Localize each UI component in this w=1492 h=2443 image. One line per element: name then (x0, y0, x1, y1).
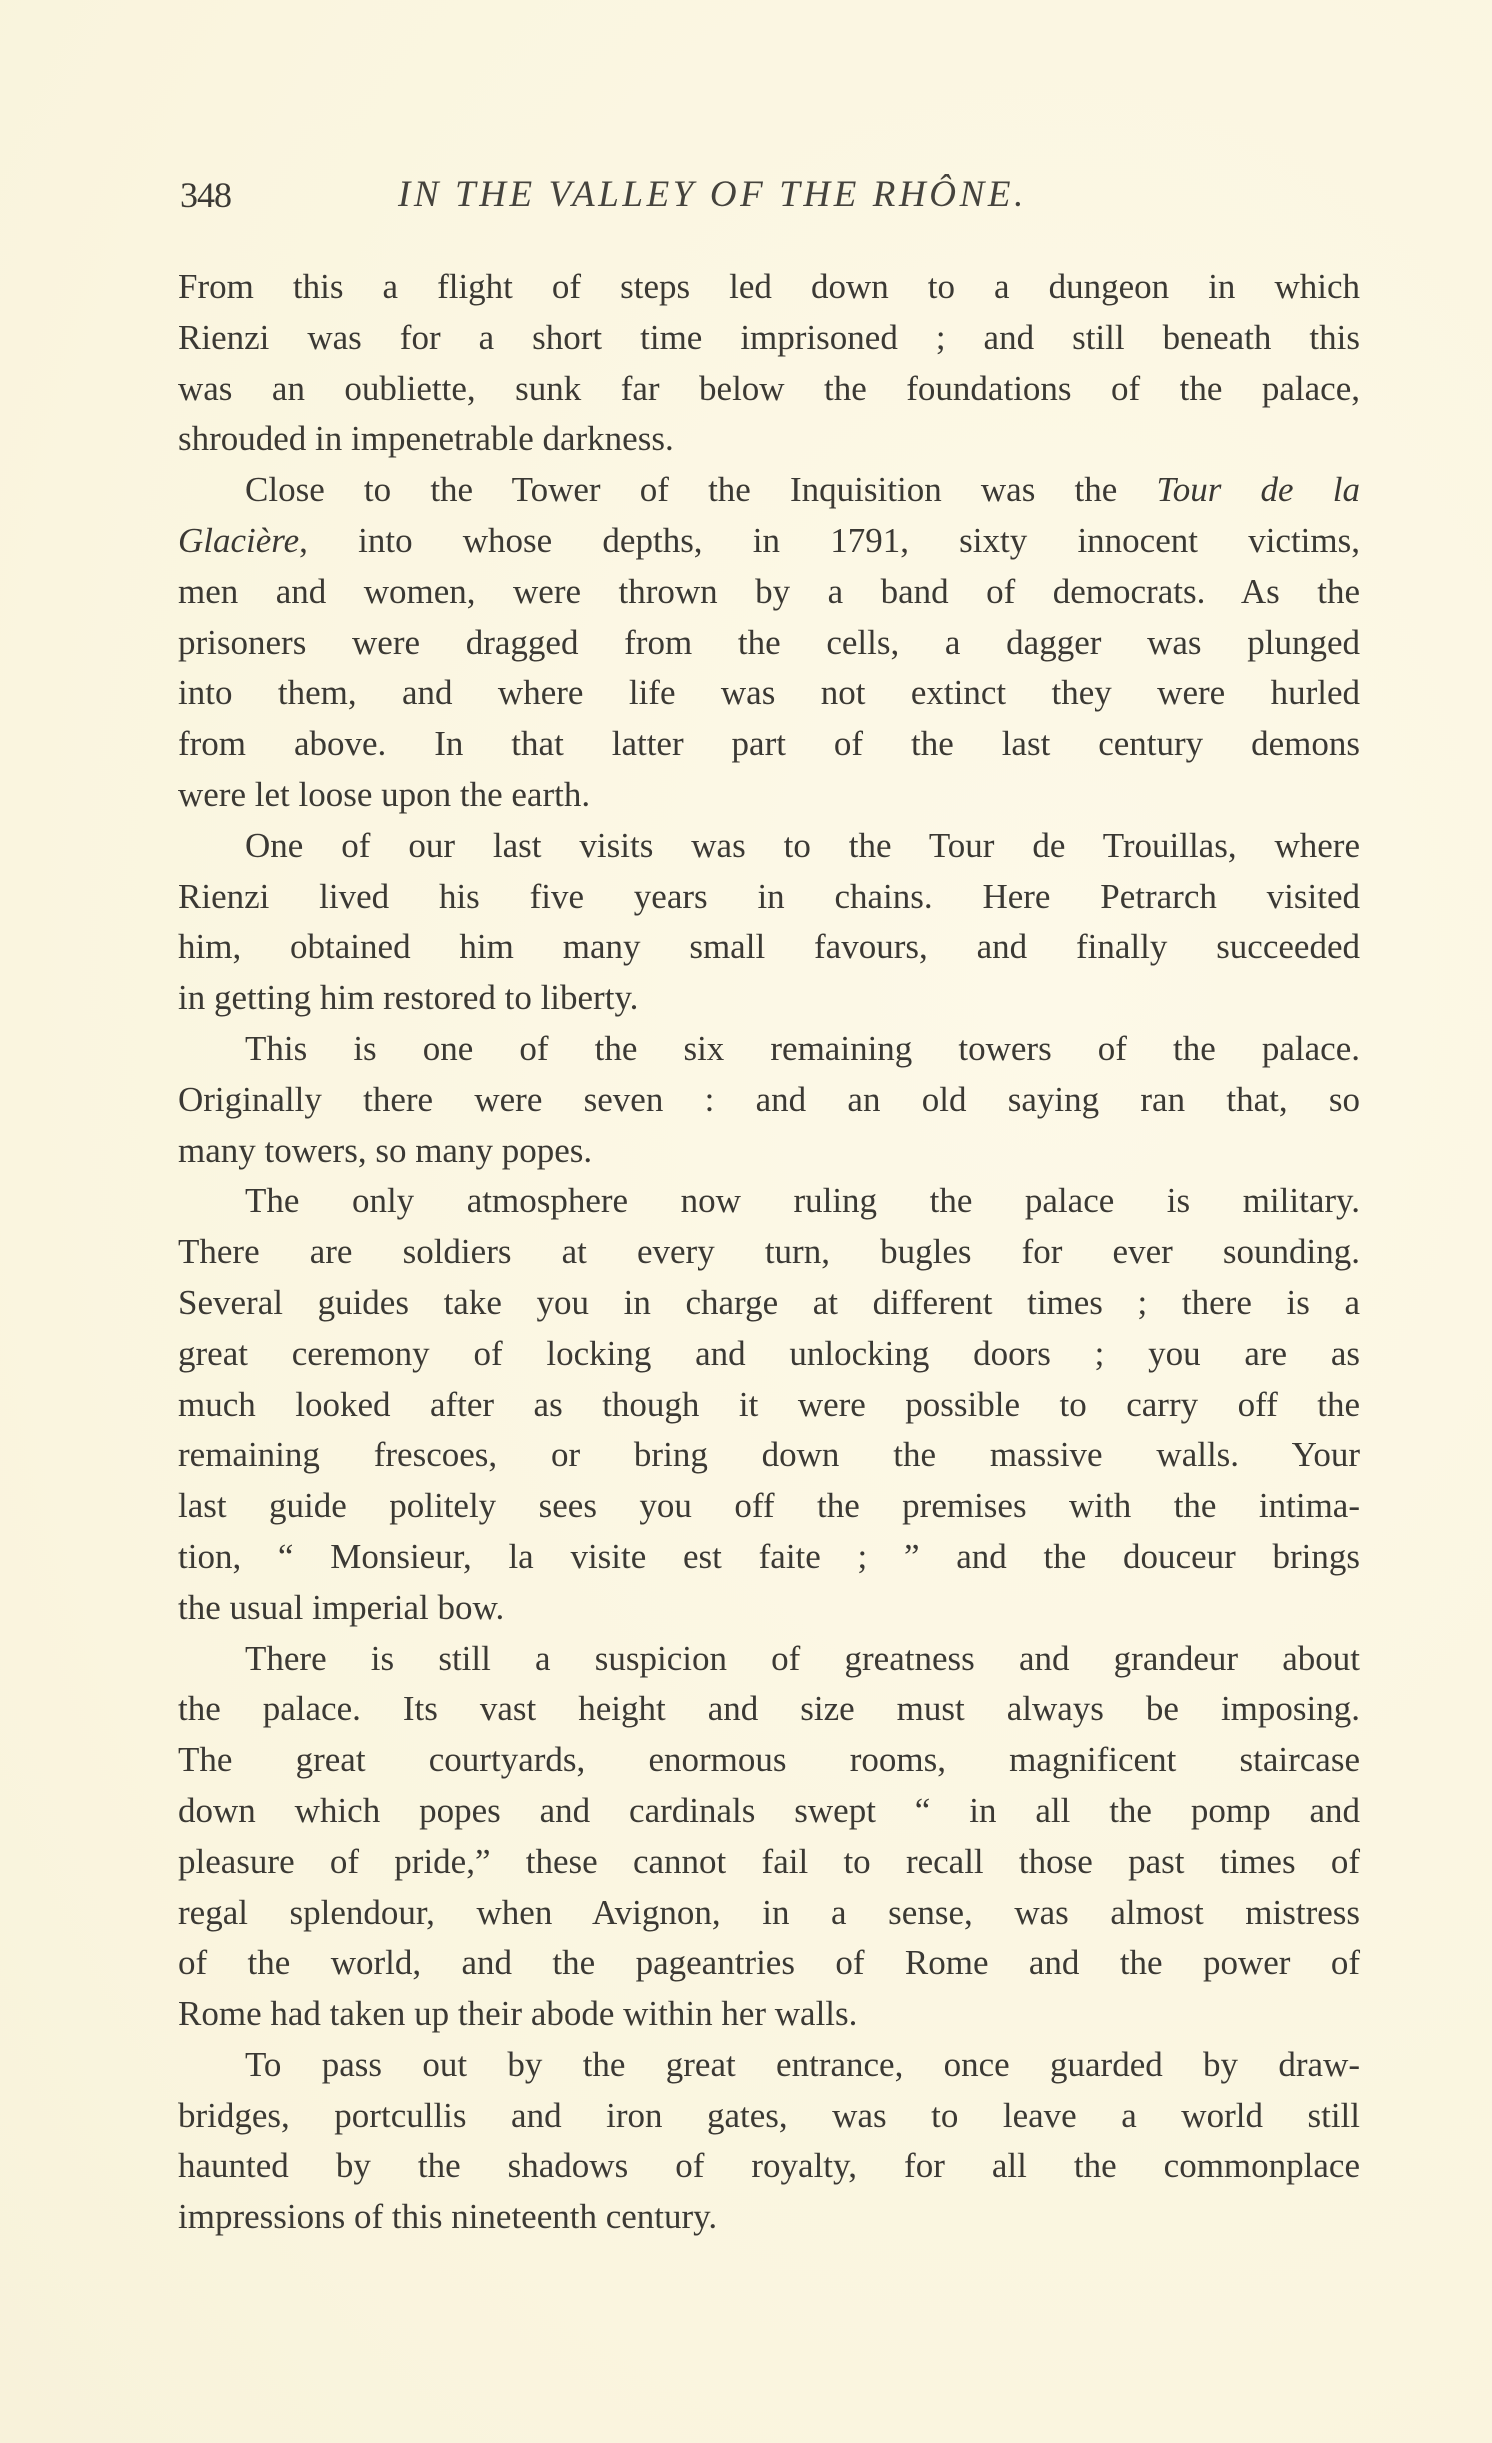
text-line: down which popes and cardinals swept “ in all the pomp and (178, 1790, 1360, 1830)
text-line: prisoners were dragged from the cells, a dagger was plunged (178, 622, 1360, 662)
text-segment: Close to the Tower of the Inquisition was the (245, 470, 1157, 510)
text-line: haunted by the shadows of royalty, for all the commonplace (178, 2146, 1360, 2186)
text-line (178, 465, 1360, 516)
text-line: There is still a suspicion of greatness and grandeur about (245, 1638, 1360, 1678)
text-line: There are soldiers at every turn, bugles for ever sounding. (178, 1232, 1360, 1272)
text-line: last guide politely sees you off the premises with the intima- (178, 1486, 1360, 1526)
text-line: the usual imperial bow. (178, 1587, 505, 1627)
text-line: much looked after as though it were possible to carry off the (178, 1384, 1360, 1424)
text-line: Rienzi lived his five years in chains. Here Petrarch visited (178, 876, 1360, 916)
paragraph-3 (178, 821, 1360, 1024)
text-line (178, 516, 1360, 567)
text-line: Rienzi was for a short time imprisoned ; and still beneath this (178, 317, 1360, 357)
paragraph-5 (178, 1176, 1360, 1633)
text-line: men and women, were thrown by a band of democrats. As the (178, 571, 1360, 611)
text-line: him, obtained him many small favours, and finally succeeded (178, 927, 1360, 967)
paragraph-7 (178, 2040, 1360, 2243)
text-line: bridges, portcullis and iron gates, was to leave a world still (178, 2095, 1360, 2135)
text-line: Rome had taken up their abode within her walls. (178, 1994, 858, 2034)
text-line: from above. In that latter part of the last century demons (178, 724, 1360, 764)
text-line: To pass out by the great entrance, once guarded by draw- (245, 2044, 1360, 2084)
text-line: were let loose upon the earth. (178, 774, 591, 814)
text-line: This is one of the six remaining towers of the palace. (245, 1028, 1360, 1068)
text-line: Originally there were seven : and an old saying ran that, so (178, 1079, 1360, 1119)
page-number: 348 (180, 175, 231, 215)
text-line: of the world, and the pageantries of Rome and the power of (178, 1943, 1360, 1983)
paragraph-2 (178, 465, 1360, 821)
running-title: IN THE VALLEY OF THE RHÔNE. (398, 174, 1027, 215)
text-line: into them, and where life was not extinct they were hurled (178, 673, 1360, 713)
text-line: pleasure of pride,” these cannot fail to recall those past times of (178, 1841, 1360, 1881)
text-line: tion, “ Monsieur, la visite est faite ; ” and the douceur brings (178, 1536, 1360, 1576)
text-line: One of our last visits was to the Tour de Trouillas, where (245, 825, 1360, 865)
text-line: The only atmosphere now ruling the palace is military. (245, 1181, 1360, 1221)
text-segment: , into whose depths, in 1791, sixty innocent victims, (299, 520, 1360, 560)
text-line: was an oubliette, sunk far below the foundations of the palace, (178, 368, 1360, 408)
paragraph-1 (178, 262, 1360, 465)
text-line: shrouded in impenetrable darkness. (178, 419, 674, 459)
text-line: in getting him restored to liberty. (178, 978, 639, 1018)
paragraph-4 (178, 1024, 1360, 1176)
text-line: many towers, so many popes. (178, 1130, 593, 1170)
text-line: regal splendour, when Avignon, in a sense, was almost mistress (178, 1892, 1360, 1932)
running-header (178, 170, 1360, 220)
italic-phrase-tour-de-la: Tour de la (1156, 470, 1360, 510)
text-line: From this a flight of steps led down to a dungeon in which (178, 267, 1360, 306)
text-line: Several guides take you in charge at different times ; there is a (178, 1282, 1360, 1322)
text-line: The great courtyards, enormous rooms, magnificent staircase (178, 1740, 1360, 1780)
body-text (178, 262, 1360, 2243)
text-line: impressions of this nineteenth century. (178, 2197, 718, 2237)
italic-phrase-glaciere: Glacière (178, 520, 300, 560)
text-line: great ceremony of locking and unlocking doors ; you are as (178, 1333, 1360, 1373)
paragraph-6 (178, 1634, 1360, 2040)
text-line: the palace. Its vast height and size must always be imposing. (178, 1689, 1360, 1729)
text-line: remaining frescoes, or bring down the massive walls. Your (178, 1435, 1360, 1475)
